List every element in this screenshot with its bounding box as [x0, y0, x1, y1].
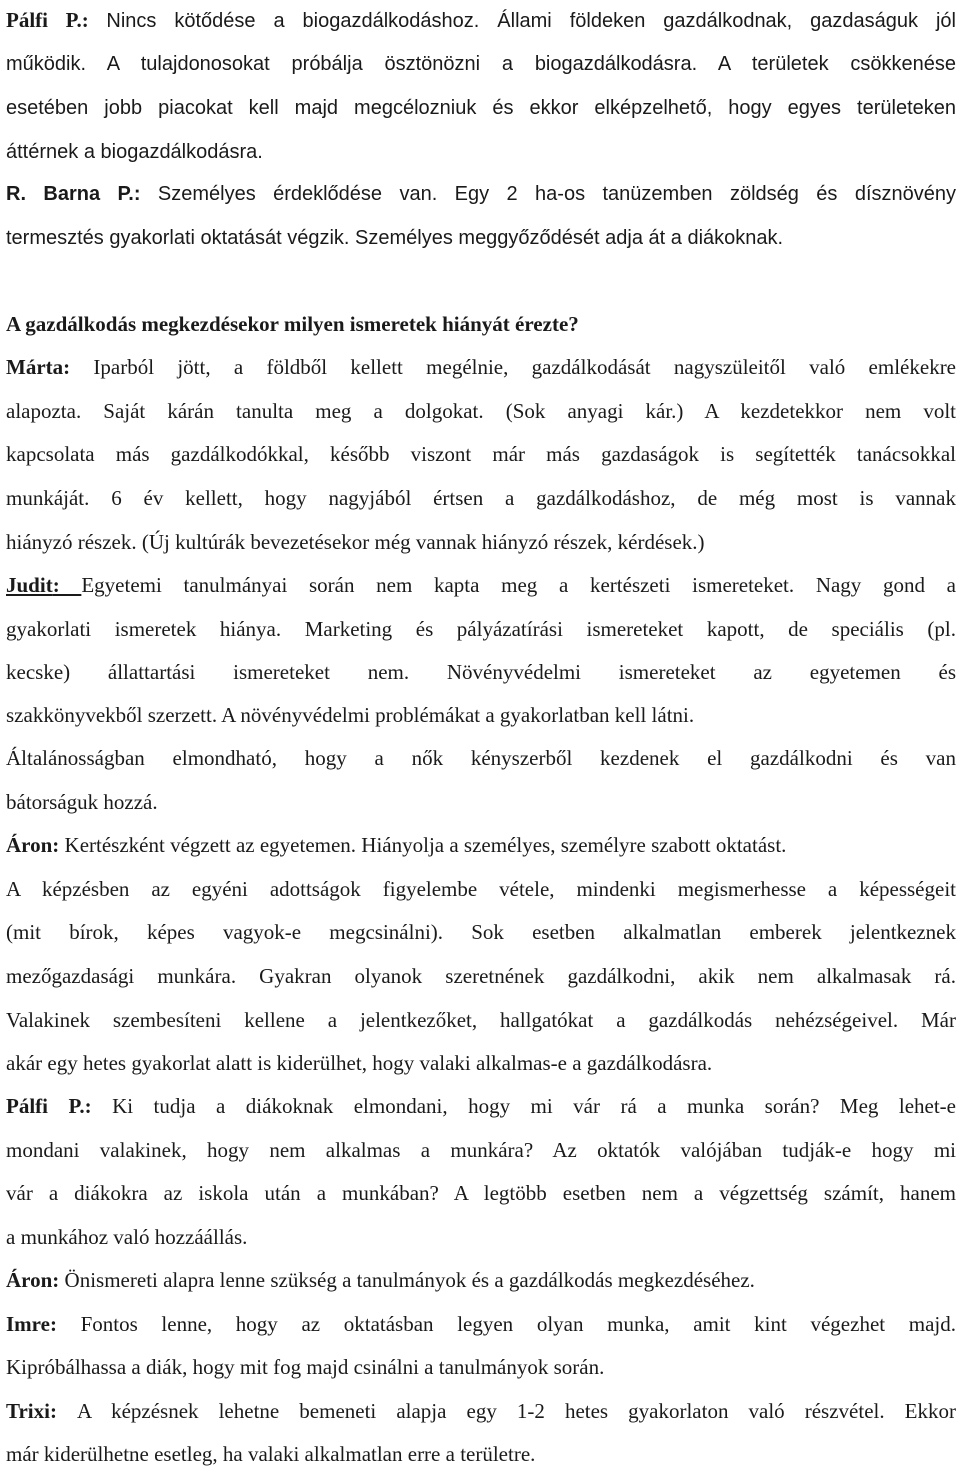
speaker-name: Pálfi P.: [6, 8, 82, 32]
text-line: mezőgazdasági munkára. Gyakran olyanok szeretnének gazdálkodni, akik nem alkalmasak rá.: [6, 964, 956, 988]
text-line: alapozta. Saját kárán tanulta meg a dolgokat. (Sok anyagi kár.) A kezdetekkor nem volt: [6, 399, 956, 423]
text-line: Trixi: A képzésnek lehetne bemeneti alapja egy 1-2 hetes gyakorlaton való részvétel. Ekkor: [6, 1399, 956, 1423]
text-line: munkáját. 6 év kellett, hogy nagyjából értsen a gazdálkodáshoz, de még most is vannak: [6, 486, 956, 510]
speaker-name: Márta: [6, 355, 64, 379]
text-line: mondani valakinek, hogy nem alkalmas a munkára? Az oktatók valójában tudják-e hogy mi: [6, 1138, 956, 1162]
text-line: Pálfi P.: Nincs kötődése a biogazdálkodáshoz. Állami földeken gazdálkodnak, gazdaságuk jól: [6, 8, 957, 32]
text-line: Imre: Fontos lenne, hogy az oktatásban legyen olyan munka, amit kint végezhet majd.: [6, 1312, 956, 1336]
text-line: Valakinek szembesíteni kellene a jelentkezőket, hallgatókat a gazdálkodás nehézségeivel. Már: [6, 1008, 956, 1032]
text-line: Márta: Iparból jött, a földből kellett megélnie, gazdálkodását nagyszüleitől való emlékekre: [6, 355, 957, 379]
text-line: vár a diákokra az iskola után a munkában? A legtöbb esetben nem a végzettség számít, hanem: [6, 1181, 956, 1205]
text-line: már kiderülhetne esetleg, ha valaki alkalmatlan erre a területre.: [6, 1442, 536, 1466]
text-line: áttérnek a biogazdálkodásra.: [6, 141, 263, 163]
speaker-name: Áron: [6, 1268, 53, 1292]
text-line: A képzésben az egyéni adottságok figyelembe vétele, mindenki megismerhesse a képességeit: [6, 877, 956, 901]
speaker-name: Trixi: [6, 1399, 50, 1423]
speaker-name: Judit: [6, 573, 53, 597]
text-line: Judit: Egyetemi tanulmányai során nem kapta meg a kertészeti ismereteket. Nagy gond a: [6, 573, 956, 597]
text-line: esetében jobb piacokat kell majd megcélozniuk és ekkor elképzelhető, hogy egyes területeken: [6, 97, 956, 119]
text-line: működik. A tulajdonosokat próbálja ösztönözni a biogazdálkodásra. A területek csökkenése: [6, 53, 956, 75]
text-line: Pálfi P.: Ki tudja a diákoknak elmondani, hogy mi vár rá a munka során? Meg lehet-e: [6, 1094, 956, 1118]
section-question: A gazdálkodás megkezdésekor milyen ismeretek hiányát érezte?: [6, 312, 579, 336]
speaker-name: R. Barna P.: [6, 183, 134, 205]
text-line: szakkönyvekből szerzett. A növényvédelmi problémákat a gyakorlatban kell látni.: [6, 703, 695, 727]
text-line: a munkához való hozzáállás.: [6, 1225, 248, 1249]
speaker-name: Áron: [6, 833, 53, 857]
text-line: Áron: Kertészként végzett az egyetemen. Hiányolja a személyes, személyre szabott oktatást.: [6, 833, 787, 857]
text-line: R. Barna P.: Személyes érdeklődése van. Egy 2 ha-os tanüzemben zöldség és dísznövény: [6, 183, 956, 205]
text-line: kecske) állattartási ismereteket nem. Növényvédelmi ismereteket az egyetemen és: [6, 660, 956, 684]
text-line: termesztés gyakorlati oktatását végzik. Személyes meggyőződését adja át a diákoknak.: [6, 227, 784, 249]
text-line: kapcsolata más gazdálkodókkal, később viszont már más gazdaságok is segítették tanácsokkal: [6, 442, 956, 466]
text-line: (mit bírok, képes vagyok-e megcsinálni). Sok esetben alkalmatlan emberek jelentkeznek: [6, 920, 956, 944]
speaker-name: Imre: [6, 1312, 50, 1336]
text-line: hiányzó részek. (Új kultúrák bevezetésekor még vannak hiányzó részek, kérdések.): [6, 530, 705, 554]
text-line: Kipróbálhassa a diák, hogy mit fog majd csinálni a tanulmányok során.: [6, 1355, 605, 1379]
text-line: Áron: Önismereti alapra lenne szükség a tanulmányok és a gazdálkodás megkezdéséhez.: [6, 1268, 755, 1292]
text-line: gyakorlati ismeretek hiánya. Marketing és pályázatírási ismereteket kapott, de speciális (pl.: [6, 617, 956, 641]
speaker-name: Pálfi P.: [6, 1094, 85, 1118]
text-line: Általánosságban elmondható, hogy a nők kényszerből kezdenek el gazdálkodni és van: [6, 746, 956, 770]
text-line: bátorságuk hozzá.: [6, 790, 158, 814]
text-line: akár egy hetes gyakorlat alatt is kiderülhet, hogy valaki alkalmas-e a gazdálkodásra.: [6, 1051, 713, 1075]
